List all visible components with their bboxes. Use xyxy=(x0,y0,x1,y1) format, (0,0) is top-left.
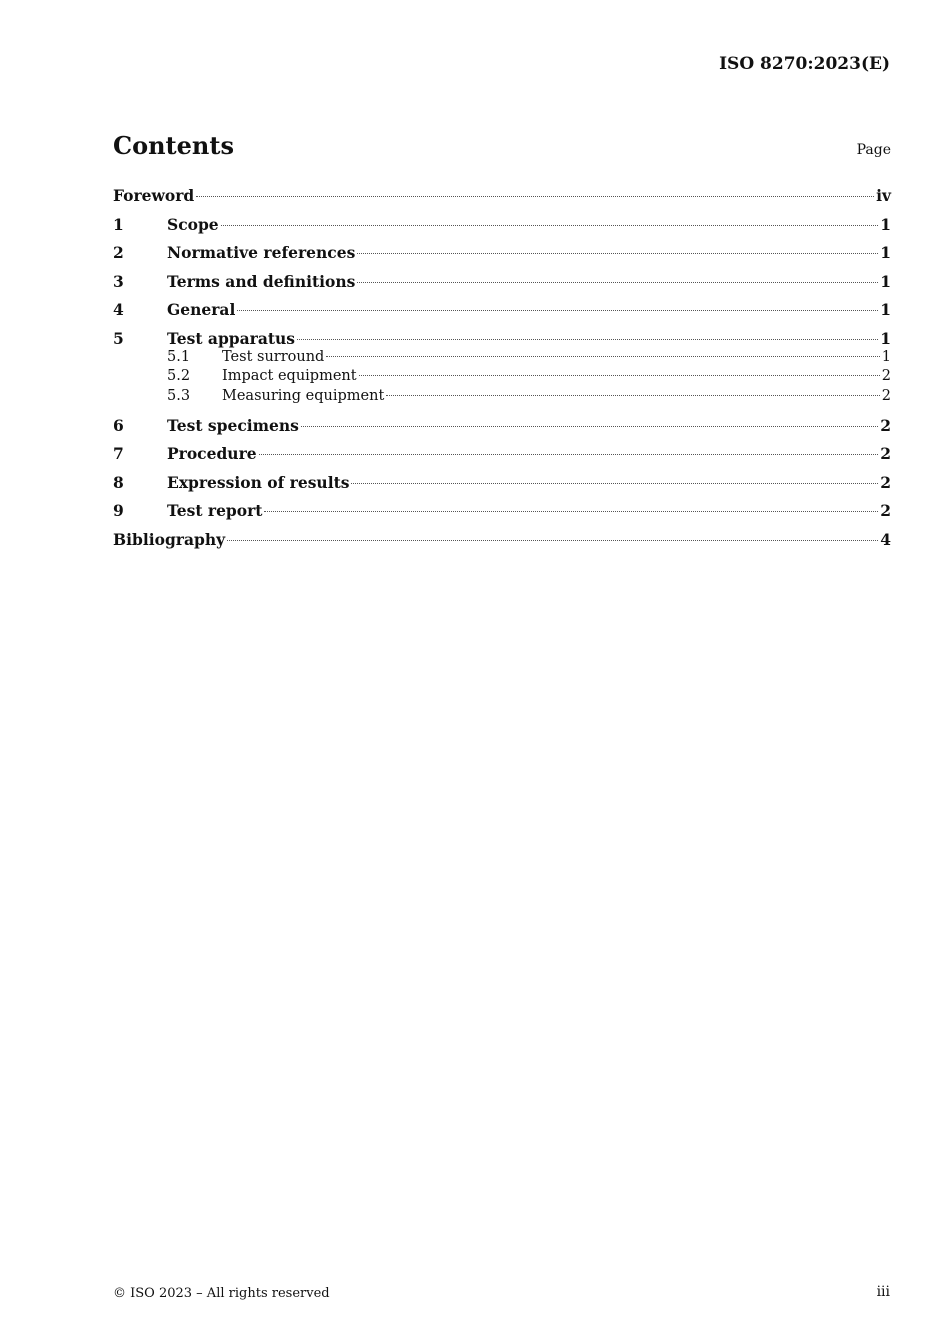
toc-number: 9 xyxy=(113,501,124,520)
toc-page: 2 xyxy=(880,501,891,520)
toc-label: Test specimens xyxy=(167,415,299,435)
toc-number: 5 xyxy=(113,328,124,348)
toc-label: Test apparatus xyxy=(167,328,296,348)
toc-number: 5.1 xyxy=(167,348,191,365)
toc-entry-normative-references[interactable] xyxy=(113,241,891,270)
toc-entry-impact-equipment[interactable] xyxy=(113,367,891,387)
toc-label: Test surround xyxy=(222,348,325,365)
toc-label: Scope xyxy=(167,214,219,234)
dot-leader xyxy=(227,540,878,541)
toc-page: 1 xyxy=(880,328,891,348)
dot-leader xyxy=(301,426,878,427)
toc-number: 6 xyxy=(113,415,124,435)
toc-label: Measuring equipment xyxy=(222,387,385,404)
dot-leader xyxy=(357,253,878,254)
toc-number: 5.3 xyxy=(167,387,191,404)
dot-leader xyxy=(259,454,879,455)
toc-number: 5.2 xyxy=(167,368,191,384)
toc-entry-bibliography[interactable] xyxy=(113,528,891,557)
toc-page: 2 xyxy=(881,368,891,384)
toc-number: 3 xyxy=(113,271,124,291)
dot-leader xyxy=(196,196,874,197)
toc-label: Test report xyxy=(167,501,263,520)
toc-page: 1 xyxy=(881,348,891,365)
toc-entry-foreword[interactable] xyxy=(113,184,891,213)
toc-page: 1 xyxy=(880,214,891,234)
toc-page: 2 xyxy=(880,472,891,492)
toc-number: 2 xyxy=(113,243,124,262)
table-of-contents xyxy=(113,184,891,556)
toc-entry-terms-and-definitions[interactable] xyxy=(113,270,891,299)
toc-page: iv xyxy=(876,186,891,205)
toc-entry-procedure[interactable] xyxy=(113,442,891,471)
dot-leader xyxy=(359,375,880,376)
toc-label: Procedure xyxy=(167,444,257,463)
dot-leader xyxy=(297,339,878,340)
toc-number: 8 xyxy=(113,472,124,492)
toc-number: 7 xyxy=(113,444,124,463)
dot-leader xyxy=(357,282,878,283)
toc-number: 1 xyxy=(113,214,124,234)
contents-title: Contents xyxy=(113,131,234,160)
toc-page: 1 xyxy=(880,243,891,262)
footer-copyright: © ISO 2023 – All rights reserved xyxy=(113,1286,330,1301)
toc-entry-scope[interactable] xyxy=(113,213,891,242)
toc-label: Impact equipment xyxy=(222,368,357,384)
toc-page: 1 xyxy=(880,300,891,319)
toc-number: 4 xyxy=(113,300,124,319)
toc-entry-expression-of-results[interactable] xyxy=(113,471,891,500)
toc-page: 2 xyxy=(880,415,891,435)
toc-label: Bibliography xyxy=(113,529,226,549)
toc-entry-test-specimens[interactable] xyxy=(113,414,891,443)
toc-page: 2 xyxy=(880,444,891,463)
toc-label: Normative references xyxy=(167,243,356,262)
toc-page: 1 xyxy=(880,271,891,291)
toc-page: 4 xyxy=(880,529,891,549)
page-column-label: Page xyxy=(856,142,891,158)
toc-label: Terms and definitions xyxy=(167,271,356,291)
toc-label: General xyxy=(167,300,236,319)
dot-leader xyxy=(326,356,879,357)
footer-page-number: iii xyxy=(876,1284,890,1300)
dot-leader xyxy=(237,310,878,311)
toc-entry-general[interactable] xyxy=(113,298,891,327)
dot-leader xyxy=(264,511,878,512)
toc-page: 2 xyxy=(881,387,891,404)
dot-leader xyxy=(386,395,879,396)
toc-entry-measuring-equipment[interactable] xyxy=(113,387,891,414)
toc-entry-test-apparatus[interactable] xyxy=(113,327,891,348)
toc-entry-test-surround[interactable] xyxy=(113,348,891,368)
dot-leader xyxy=(351,483,878,484)
toc-entry-test-report[interactable] xyxy=(113,499,891,528)
dot-leader xyxy=(221,225,879,226)
toc-label: Foreword xyxy=(113,186,195,205)
toc-label: Expression of results xyxy=(167,472,350,492)
document-id: ISO 8270:2023(E) xyxy=(719,54,890,74)
